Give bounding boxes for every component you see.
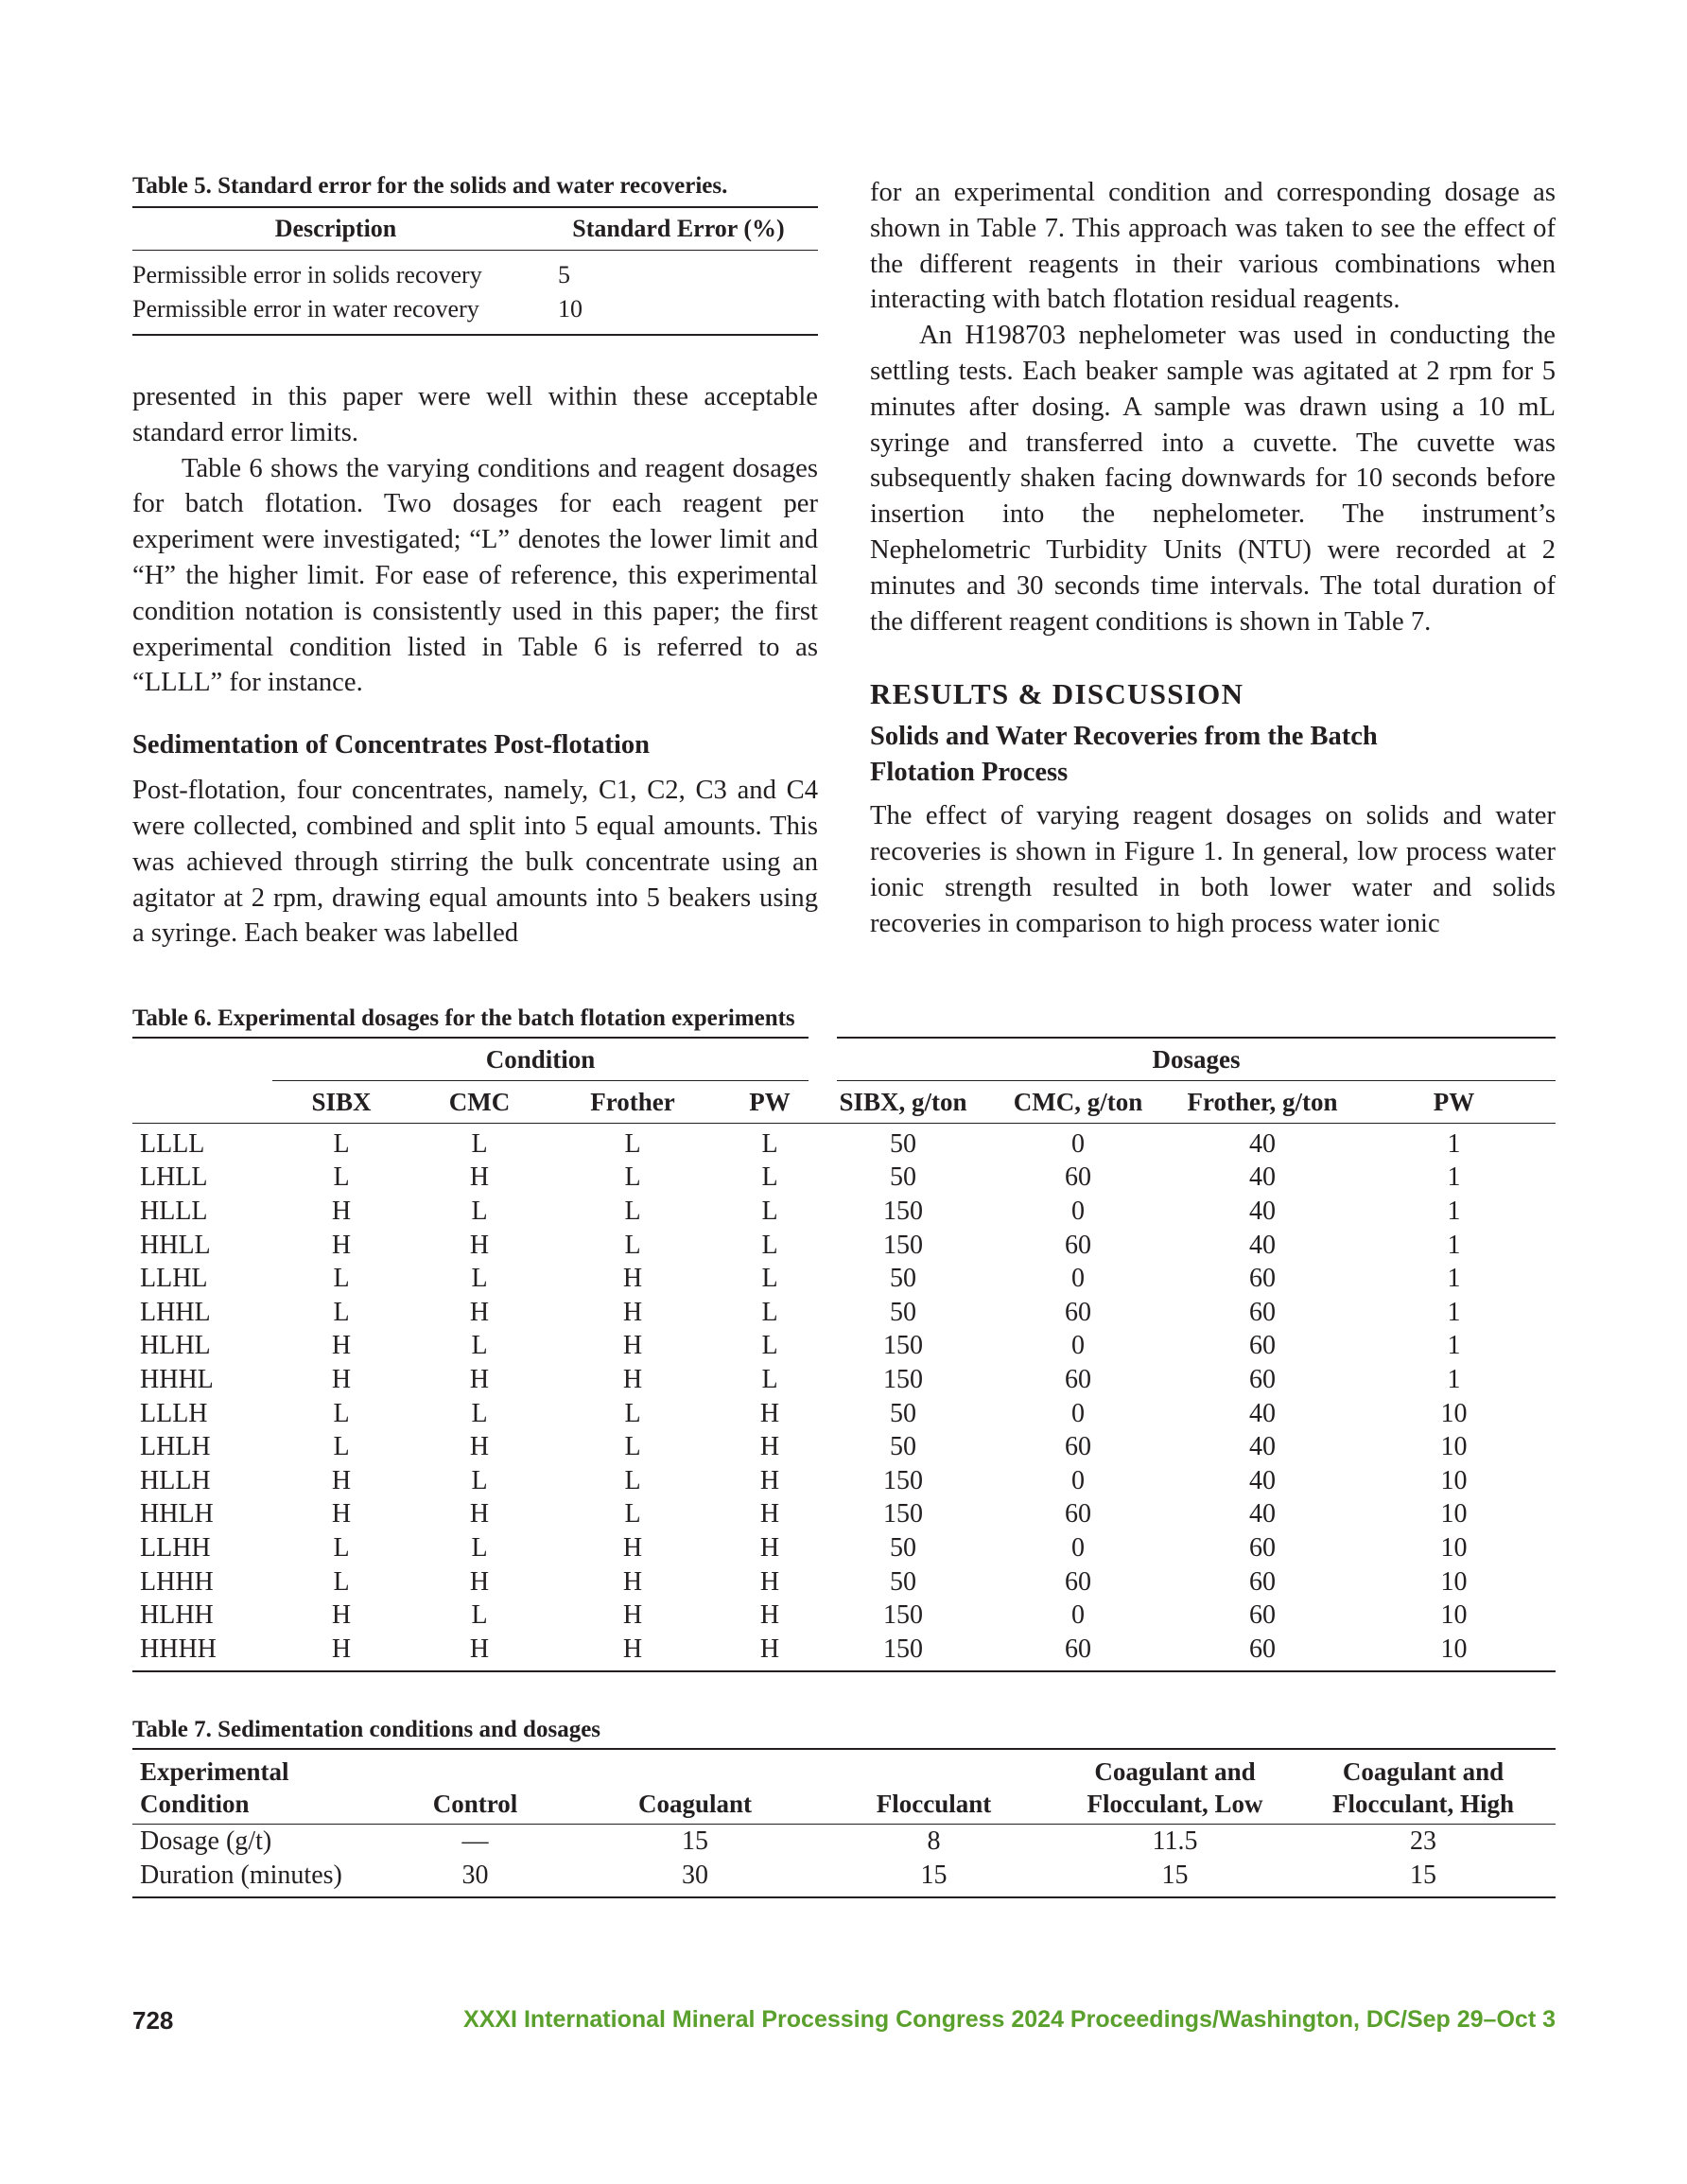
table7-cell: 30 (682, 1861, 708, 1890)
table-row (132, 1330, 1556, 1364)
page-number: 728 (132, 2006, 174, 2035)
paragraph: An H198703 nephelometer was used in conducting the settling tests. Each beaker sample was agitated at 2 rpm for 5 minutes after dosing. A sample was drawn using a 10 mL syringe and transferred into a cuvette. The cuvette was subsequently shaken facing downwards for 10 seconds before insertion into the nephelometer. The instrument’s Nephelometric Turbidity Units (NTU) were recorded at 2 minutes and 30 seconds time intervals. The total duration of the different reagent conditions is shown in Table 7. (870, 321, 1556, 637)
table6-cell: L (333, 1566, 350, 1597)
table6-cell: 60 (1065, 1297, 1091, 1327)
table6-header: SIBX (311, 1087, 372, 1116)
table6-cell: L (624, 1465, 641, 1495)
table6-header: Frother (590, 1087, 675, 1116)
table-row (132, 1531, 1556, 1565)
table6-corner (132, 1038, 272, 1081)
table-row (132, 251, 818, 293)
table5 (132, 206, 818, 336)
table6-cell: HHHH (140, 1634, 217, 1664)
table6-cell: 1 (1447, 1196, 1461, 1226)
table6-cell: H (759, 1600, 780, 1631)
table6-cell: HLHL (140, 1331, 211, 1361)
table6-cell: L (333, 1128, 350, 1159)
table-row (132, 1599, 1556, 1633)
table6-caption: Table 6. Experimental dosages for the batch flotation experiments (132, 1005, 795, 1031)
table6-cell: 150 (883, 1196, 923, 1226)
section-heading: RESULTS & DISCUSSION (870, 677, 1244, 711)
table7-cell: 15 (682, 1826, 708, 1856)
table6-cell: 0 (1071, 1465, 1085, 1495)
table6-cell: H (759, 1398, 780, 1428)
table-row (132, 1162, 1556, 1196)
table6-cell: 60 (1249, 1532, 1276, 1563)
table-row (132, 1498, 1556, 1532)
table6-cell: H (469, 1162, 490, 1193)
table6-cell: L (471, 1196, 488, 1226)
table6-cell: HLHH (140, 1600, 214, 1631)
table6-cell: LHLL (140, 1162, 208, 1193)
table-row (132, 1430, 1556, 1464)
table6-cell: 50 (890, 1398, 916, 1428)
table6-cell: 50 (890, 1297, 916, 1327)
table6-cell: 150 (883, 1499, 923, 1529)
table6-cell: 1 (1447, 1162, 1461, 1193)
table6-cell: L (333, 1264, 350, 1294)
paragraph: Table 6 shows the varying conditions and reagent dosages for batch flotation. Two dosages for each reagent per experiment were investigated; “L” denotes the lower limit and “H” the higher limit. For ease of reference, this experimental condition notation is consistently used in this paper; the first experimental condition listed in Table 6 is referred to as “LLLL” for instance. (132, 453, 818, 698)
table6-cell: 60 (1065, 1566, 1091, 1597)
table6-cell: H (331, 1634, 352, 1664)
table6-cell: 40 (1249, 1398, 1276, 1428)
table6-cell: 150 (883, 1364, 923, 1394)
table6-cell: HLLL (140, 1196, 208, 1226)
table6-cell: LLHL (140, 1264, 208, 1294)
paragraph: Post-flotation, four concentrates, namely, C1, C2, C3 and C4 were collected, combined and split into 5 equal amounts. This was achieved through stirring the bulk concentrate using an agitator at 2 rpm, drawing equal amounts into 5 beakers using a syringe. Each beaker was labelled (132, 776, 818, 949)
table6-group-dosages: Dosages (823, 1038, 1556, 1081)
table6-cell: 0 (1071, 1128, 1085, 1159)
table6-cell: 10 (1440, 1532, 1468, 1563)
table-row (132, 1124, 1556, 1162)
table5-cell: 5 (558, 261, 570, 288)
table6-header: CMC (448, 1087, 511, 1116)
table7-header-line: Coagulant (637, 1790, 753, 1818)
table6-cell: 10 (1440, 1432, 1468, 1462)
table6-cell: H (469, 1499, 490, 1529)
table6-cell: H (469, 1230, 490, 1260)
table7-header-line: Flocculant (876, 1790, 992, 1818)
table7-header-line: Condition (140, 1790, 250, 1818)
table6-cell: H (622, 1364, 643, 1394)
table6-cell: 60 (1065, 1162, 1091, 1193)
table6-cell: H (759, 1432, 780, 1462)
table6-cell: H (469, 1297, 490, 1327)
table7-cell: 8 (927, 1826, 941, 1856)
table6-cell: 60 (1249, 1264, 1276, 1294)
table6-cell: 40 (1249, 1162, 1276, 1193)
table7-cell: 15 (1161, 1861, 1189, 1890)
table-row (132, 1565, 1556, 1599)
table-row (132, 1464, 1556, 1498)
table6-cell: LLHH (140, 1532, 211, 1563)
table7-cell: Duration (minutes) (140, 1861, 342, 1890)
table6-cell: 40 (1249, 1230, 1276, 1260)
right-column (870, 175, 1556, 942)
table6-header: PW (1433, 1087, 1475, 1116)
table7-body (132, 1825, 1556, 1898)
table-row (132, 1859, 1556, 1897)
table6-cell: L (761, 1264, 778, 1294)
table6-cell: L (761, 1162, 778, 1193)
table6-cell: 150 (883, 1465, 923, 1495)
table-row (132, 1296, 1556, 1330)
table6-cell: 50 (890, 1128, 916, 1159)
table6-cell: 50 (890, 1566, 916, 1597)
table6-cell: H (622, 1600, 643, 1631)
table6-cell: L (471, 1128, 488, 1159)
table6-cell: 50 (890, 1264, 916, 1294)
table7-header-flocculant (809, 1749, 1059, 1825)
table7-header-line: Control (432, 1790, 518, 1818)
table7-header-coag-floc-low (1059, 1749, 1291, 1825)
table6-cell: H (331, 1465, 352, 1495)
table6-header-blank (132, 1081, 272, 1124)
table6-cell: 40 (1249, 1432, 1276, 1462)
table6-cell: H (622, 1634, 643, 1664)
table7-header-control (369, 1749, 582, 1825)
table6-cell: LLLH (140, 1398, 208, 1428)
table6-group-condition: Condition (272, 1038, 823, 1081)
table6-cell: L (471, 1465, 488, 1495)
table6-cell: 40 (1249, 1128, 1276, 1159)
table7-header-coagulant (582, 1749, 809, 1825)
table6-cell: L (624, 1230, 641, 1260)
table5-caption: Table 5. Standard error for the solids and water recoveries. (132, 173, 728, 199)
table6-cell: H (331, 1196, 352, 1226)
table6-cell: 60 (1249, 1331, 1276, 1361)
left-column (132, 170, 818, 952)
table6-cell: H (759, 1499, 780, 1529)
table6-cell: 150 (883, 1634, 923, 1664)
table6-cell: H (331, 1230, 352, 1260)
table7-cell: 30 (461, 1861, 489, 1890)
table6-cell: 60 (1249, 1364, 1276, 1394)
table7-header-row (132, 1749, 1556, 1825)
table6-cell: 0 (1071, 1264, 1085, 1294)
table7-cell: 15 (920, 1861, 948, 1890)
table6-cell: 150 (883, 1331, 923, 1361)
table6-cell: H (622, 1297, 643, 1327)
table6-cell: 0 (1071, 1331, 1085, 1361)
table6-cell: 0 (1071, 1600, 1085, 1631)
table6-cell: L (471, 1331, 488, 1361)
table6-cell: 10 (1440, 1465, 1468, 1495)
table5-header-row (132, 207, 818, 251)
table6-cell: LLLL (140, 1128, 205, 1159)
table6-cell: 50 (890, 1162, 916, 1193)
table6-cell: 40 (1249, 1499, 1276, 1529)
table6-cell: L (761, 1297, 778, 1327)
table6-cell: 60 (1065, 1432, 1091, 1462)
table6-cell: H (331, 1499, 352, 1529)
table6-cell: H (622, 1532, 643, 1563)
table6-cell: H (469, 1432, 490, 1462)
table6-cell: HHHL (140, 1364, 214, 1394)
table6-cell: H (759, 1532, 780, 1563)
table6-cell: 0 (1071, 1532, 1085, 1563)
table6-cell: H (622, 1331, 643, 1361)
table6-cell: HLLH (140, 1465, 211, 1495)
table6-cell: 1 (1447, 1264, 1461, 1294)
table6-cell: HHLL (140, 1230, 211, 1260)
table6-cell: 0 (1071, 1398, 1085, 1428)
table7-cell: — (461, 1826, 489, 1856)
table7-header-line: Flocculant, High (1331, 1790, 1514, 1818)
table6-cell: 10 (1440, 1398, 1468, 1428)
table6-cell: L (333, 1532, 350, 1563)
table5-cell: Permissible error in solids recovery (132, 261, 482, 288)
subsection-heading-line1: Solids and Water Recoveries from the Batch (870, 722, 1378, 752)
table6-cell: 60 (1249, 1600, 1276, 1631)
table7-header-experimental-condition (132, 1749, 369, 1825)
table6-cell: 40 (1249, 1465, 1276, 1495)
table6-cell: LHHH (140, 1566, 214, 1597)
table6-cell: 10 (1440, 1600, 1468, 1631)
table6-cell: H (622, 1264, 643, 1294)
table7-cell: 23 (1410, 1826, 1436, 1856)
table6-cell: L (333, 1398, 350, 1428)
table7-header-line: Flocculant, Low (1087, 1790, 1263, 1818)
table6-group-row (132, 1038, 1556, 1081)
table6-cell: 0 (1071, 1196, 1085, 1226)
table7-cell: 15 (1410, 1861, 1436, 1890)
running-footer-title: XXXI International Mineral Processing Congress 2024 Proceedings/Washington, DC/Sep 29–Oct 3 (463, 2006, 1556, 2033)
table6-cell: L (333, 1432, 350, 1462)
table6-header: CMC, g/ton (1013, 1087, 1143, 1116)
table6-cell: L (624, 1432, 641, 1462)
table-row (132, 1825, 1556, 1860)
table6-cell: L (761, 1331, 778, 1361)
table6-cell: 150 (883, 1600, 923, 1631)
table6-cell: L (761, 1364, 778, 1394)
table6-cell: L (471, 1398, 488, 1428)
table7-header-line: Coagulant and (1342, 1757, 1504, 1786)
table6-cell: 10 (1440, 1499, 1468, 1529)
subsection-heading (870, 719, 1556, 791)
table6-cell: 1 (1447, 1230, 1461, 1260)
table5-header-description: Description (274, 215, 397, 242)
table6-cell: L (624, 1196, 641, 1226)
table6-cell: L (761, 1128, 778, 1159)
paragraph: The effect of varying reagent dosages on solids and water recoveries is shown in Figure 1. In general, low process water ionic strength resulted in both lower water and solids recoveries in comparison to high process water ionic (870, 801, 1556, 938)
table6-cell: 10 (1440, 1566, 1468, 1597)
table6-cell: 60 (1065, 1230, 1091, 1260)
table7-cell: Dosage (g/t) (140, 1826, 272, 1856)
table6-cell: LHLH (140, 1432, 211, 1462)
table6-cell: 60 (1249, 1566, 1276, 1597)
table7-header-line: Experimental (140, 1757, 289, 1786)
table5-header-std-error: Standard Error (%) (572, 215, 785, 242)
table6-cell: L (761, 1196, 778, 1226)
table6-cell: 150 (883, 1230, 923, 1260)
table-row (132, 292, 818, 335)
table7-header-coag-floc-high (1291, 1749, 1556, 1825)
table6-cell: 40 (1249, 1196, 1276, 1226)
table6-cell: L (471, 1264, 488, 1294)
table6-cell: 60 (1065, 1364, 1091, 1394)
table6-cell: L (624, 1128, 641, 1159)
table6-cell: H (331, 1364, 352, 1394)
table5-cell: 10 (558, 295, 583, 323)
table6-header: SIBX, g/ton (839, 1087, 967, 1116)
paragraph: presented in this paper were well within these acceptable standard error limits. (132, 382, 818, 447)
table6-cell: 50 (890, 1432, 916, 1462)
table6-cell: HHLH (140, 1499, 214, 1529)
table6-cell: 50 (890, 1532, 916, 1563)
table-row (132, 1633, 1556, 1671)
table6-cell: 60 (1249, 1297, 1276, 1327)
table6 (132, 1037, 1556, 1672)
table6-header: PW (749, 1087, 791, 1116)
table-row (132, 1397, 1556, 1431)
table7-cell: 11.5 (1152, 1826, 1198, 1856)
table6-cell: L (471, 1600, 488, 1631)
table6-cell: 1 (1447, 1297, 1461, 1327)
table6-cell: H (469, 1634, 490, 1664)
table6-cell: H (759, 1634, 780, 1664)
table6-cell: H (331, 1331, 352, 1361)
subsection-heading-line2: Flotation Process (870, 758, 1069, 788)
table6-cell: H (469, 1566, 490, 1597)
table6-header-row (132, 1081, 1556, 1124)
table-row (132, 1195, 1556, 1229)
table7-caption: Table 7. Sedimentation conditions and dosages (132, 1717, 601, 1742)
table-row (132, 1229, 1556, 1263)
table6-cell: H (469, 1364, 490, 1394)
table7 (132, 1748, 1556, 1898)
table7-header-line: Coagulant and (1094, 1757, 1256, 1786)
table6-body (132, 1124, 1556, 1671)
table6-cell: H (759, 1566, 780, 1597)
paragraph: for an experimental condition and corresponding dosage as shown in Table 7. This approach was taken to see the effect of the different reagents in their various combinations when interacting with batch flotation residual reagents. (870, 178, 1556, 315)
table6-cell: 60 (1065, 1634, 1091, 1664)
table6-cell: 60 (1065, 1499, 1091, 1529)
table6-cell: L (761, 1230, 778, 1260)
table6-cell: 10 (1440, 1634, 1468, 1664)
table6-cell: L (471, 1532, 488, 1563)
table6-cell: 1 (1447, 1331, 1461, 1361)
table6-cell: L (624, 1162, 641, 1193)
table6-cell: 1 (1447, 1364, 1461, 1394)
subsection-heading: Sedimentation of Concentrates Post-flotation (132, 730, 650, 760)
table6-cell: 1 (1447, 1128, 1461, 1159)
table6-cell: H (759, 1465, 780, 1495)
table6-cell: L (333, 1162, 350, 1193)
table6-cell: L (624, 1398, 641, 1428)
table-row (132, 1363, 1556, 1397)
table5-cell: Permissible error in water recovery (132, 295, 479, 323)
table6-cell: H (331, 1600, 352, 1631)
table-row (132, 1262, 1556, 1296)
table6-cell: H (622, 1566, 643, 1597)
table6-cell: LHHL (140, 1297, 211, 1327)
table6-cell: 60 (1249, 1634, 1276, 1664)
table6-header: Frother, g/ton (1187, 1087, 1338, 1116)
table6-cell: L (624, 1499, 641, 1529)
table6-cell: L (333, 1297, 350, 1327)
